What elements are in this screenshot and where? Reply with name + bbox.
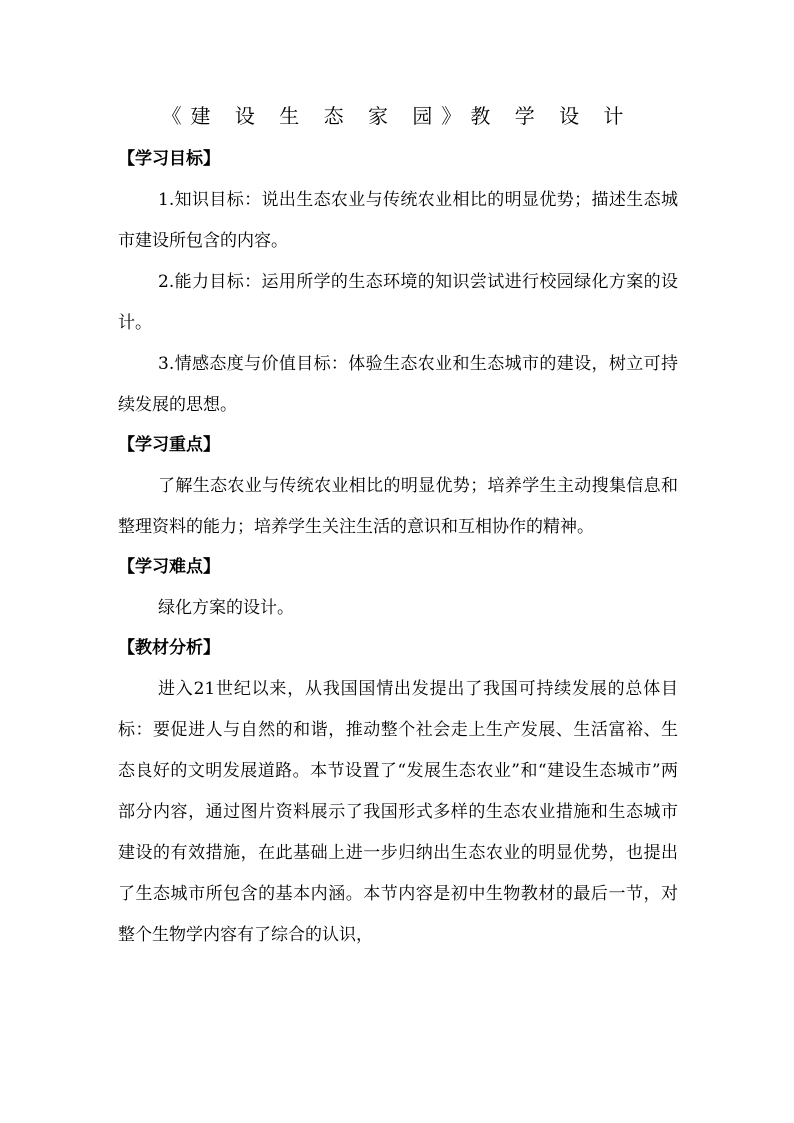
section-heading: 【学习目标】: [118, 149, 220, 169]
document-title: 《建 设 生 态 家 园》教 学 设 计: [161, 104, 633, 128]
paragraph-textbook-analysis: 进入21世纪以来，从我国国情出发提出了我国可持续发展的总体目标：要促进人与自然的和谐，推动整个社会走上生产发展、生活富裕、生态良好的文明发展道路。本节设置了“发展生态农业”和“建设生态城市”两部分内容，通过图片资料展示了我国形式多样的生态农业措施和生态城市建设的有效措施，在此基础上进一步归纳出生态农业的明显优势，也提出了生态城市所包含的基本内涵。本节内容是初中生物教材的最后一节，对整个生物学内容有了综合的认识，: [118, 679, 678, 945]
paragraph-attitude-objective: 3.情感态度与价值目标：体验生态农业和生态城市的建设，树立可持续发展的思想。: [118, 354, 678, 415]
section-heading: 【教材分析】: [118, 638, 220, 658]
section-textbook-analysis: [118, 629, 678, 956]
section-heading: 【学习重点】: [118, 435, 220, 455]
paragraph-key-points: 了解生态农业与传统农业相比的明显优势；培养学生主动搜集信息和整理资料的能力；培养学生关注生活的意识和互相协作的精神。: [118, 476, 678, 537]
paragraph-knowledge-objective: 1.知识目标：说出生态农业与传统农业相比的明显优势；描述生态城市建设所包含的内容。: [118, 190, 678, 251]
section-heading: 【学习难点】: [118, 557, 220, 577]
section-learning-objectives: [118, 140, 678, 426]
paragraph-ability-objective: 2.能力目标：运用所学的生态环境的知识尝试进行校园绿化方案的设计。: [118, 272, 678, 333]
document-body: [118, 140, 678, 956]
section-key-points: [118, 426, 678, 548]
section-difficulties: [118, 548, 678, 629]
paragraph-difficulties: 绿化方案的设计。: [158, 598, 294, 618]
